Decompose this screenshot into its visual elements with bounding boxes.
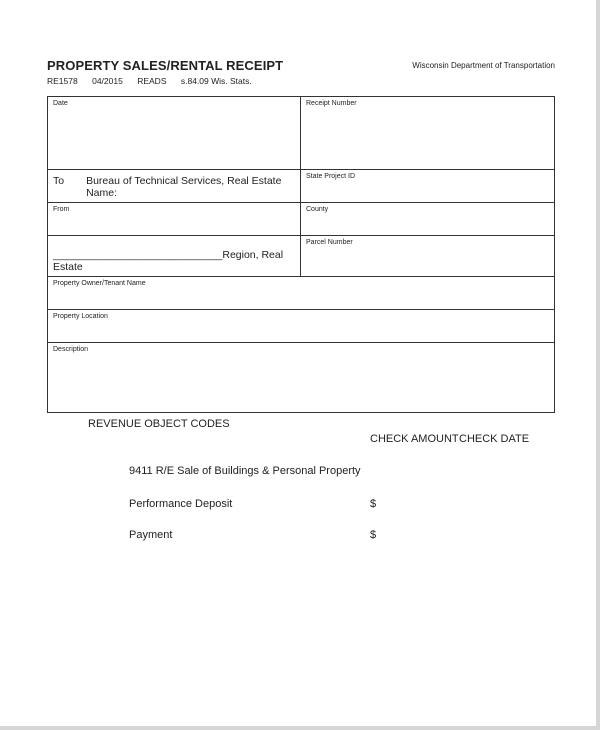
county-field[interactable]: [301, 203, 555, 236]
description-label: Description: [53, 346, 89, 353]
check-date-header: CHECK DATE: [459, 433, 530, 445]
code-item-performance-deposit: Performance Deposit: [129, 498, 233, 510]
to-label: To: [53, 175, 65, 187]
form-date: 04/2015: [92, 76, 123, 86]
state-project-id-field[interactable]: [301, 170, 555, 203]
owner-tenant-field[interactable]: [48, 277, 555, 310]
from-field[interactable]: [48, 203, 301, 236]
system-name: READS: [137, 76, 167, 86]
parcel-number-label: Parcel Number: [306, 239, 353, 246]
parcel-number-field[interactable]: [301, 236, 555, 277]
from-label: From: [53, 206, 70, 213]
form-title: PROPERTY SALES/RENTAL RECEIPT: [47, 58, 284, 73]
receipt-number-field[interactable]: [301, 97, 555, 170]
name-label: Name:: [86, 187, 118, 199]
property-location-label: Property Location: [53, 313, 108, 320]
county-label: County: [306, 206, 329, 213]
check-amount-header: CHECK AMOUNT: [370, 433, 459, 445]
code-item-payment: Payment: [129, 529, 173, 541]
region-blank-line: _____________________________: [53, 249, 223, 261]
receipt-form-table: [47, 96, 555, 413]
description-field[interactable]: [48, 343, 555, 413]
to-value: [86, 175, 281, 199]
form-identifier-line: [47, 76, 264, 86]
revenue-codes-heading: REVENUE OBJECT CODES: [88, 418, 230, 430]
performance-deposit-dollar: $: [370, 498, 377, 510]
date-field[interactable]: [48, 97, 301, 170]
code-item-sale-of-buildings: 9411 R/E Sale of Buildings & Personal Property: [129, 465, 361, 477]
form-number: RE1578: [47, 76, 78, 86]
property-location-field[interactable]: [48, 310, 555, 343]
region-label: Region, Real Estate: [53, 249, 284, 273]
owner-tenant-label: Property Owner/Tenant Name: [53, 280, 146, 287]
statute: s.84.09 Wis. Stats.: [180, 76, 252, 86]
state-project-id-label: State Project ID: [306, 173, 356, 180]
to-bureau: Bureau of Technical Services, Real Estate: [86, 175, 282, 187]
department-name: Wisconsin Department of Transportation: [412, 61, 555, 70]
receipt-number-label: Receipt Number: [306, 100, 357, 107]
date-label: Date: [53, 100, 68, 107]
payment-dollar: $: [370, 529, 377, 541]
to-field[interactable]: [48, 170, 301, 203]
region-field[interactable]: [48, 236, 301, 277]
